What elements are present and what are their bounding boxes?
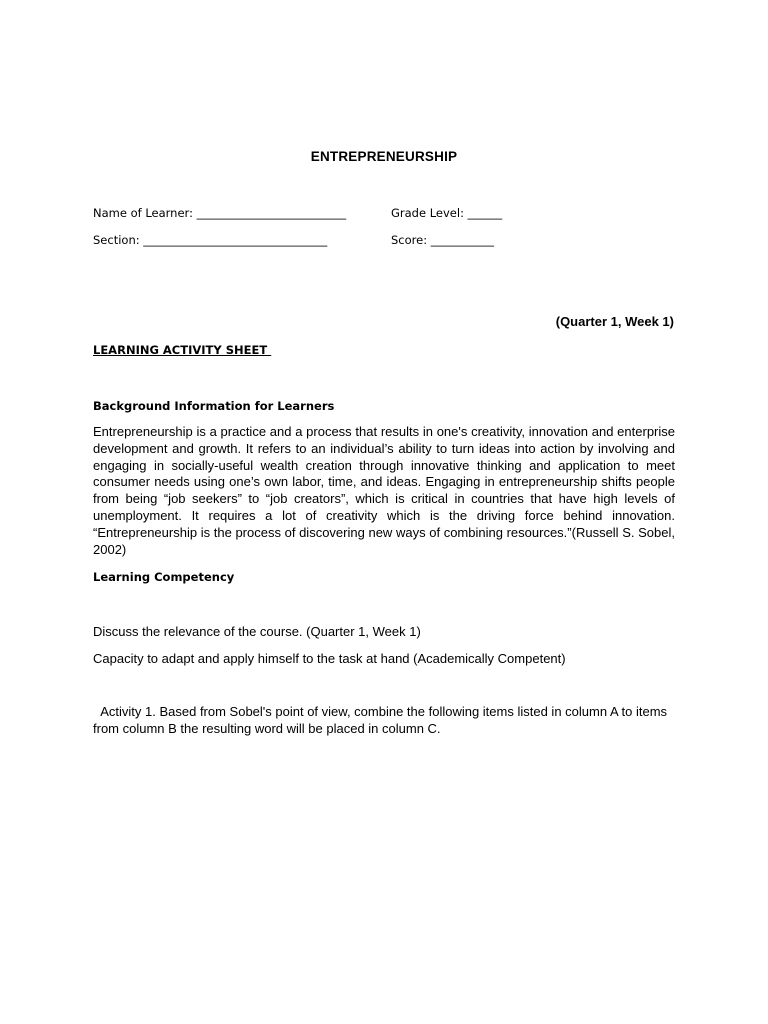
background-heading: Background Information for Learners (93, 399, 335, 413)
activity-instructions: Activity 1. Based from Sobel's point of view, combine the following items listed in column A to items from column B the resulting word will be placed in column C. (93, 704, 671, 736)
competency-heading: Learning Competency (93, 570, 235, 584)
section-field: Section: ________________________________ (93, 233, 328, 247)
background-paragraph: Entrepreneurship is a practice and a process that results in one's creativity, innovation and enterprise development and growth. It refers to an individual’s ability to turn ideas into action by involving and engaging in socially-useful wealth creation through innovative thinking and application to meet consumer needs using one’s own labor, time, and ideas. Engaging in entrepreneurship shifts people from being “job seekers” to “job creators”, which is critical in countries that have high levels of unemployment. It requires a lot of creativity which is the driving force behind innovation. “Entrepreneurship is the process of discovering new ways of combining resources.”(Russell S. Sobel, 2002) (93, 424, 675, 557)
competency-item: Capacity to adapt and apply himself to the task at hand (Academically Competent) (93, 651, 566, 666)
grade-level-field: Grade Level: ______ (391, 206, 503, 220)
learner-name-field: Name of Learner: __________________________ (93, 206, 347, 220)
competency-item: Discuss the relevance of the course. (Quarter 1, Week 1) (93, 624, 421, 639)
learning-activity-sheet-title: LEARNING ACTIVITY SHEET (93, 343, 272, 357)
score-field: Score: ___________ (391, 233, 494, 247)
quarter-note: (Quarter 1, Week 1) (555, 314, 674, 329)
document-title: ENTREPRENEURSHIP (310, 149, 458, 164)
